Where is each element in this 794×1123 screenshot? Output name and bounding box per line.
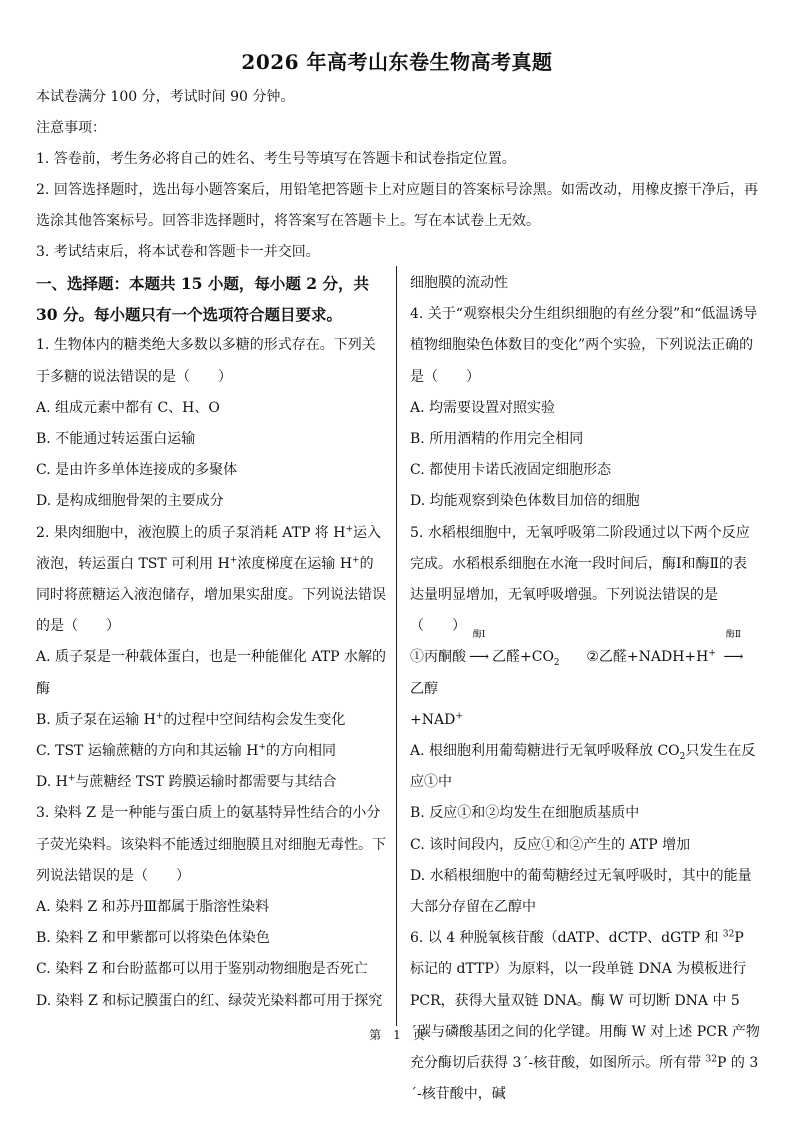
q4-option-c: C. 都使用卡诺氏液固定细胞形态 <box>410 462 612 479</box>
left-column <box>36 268 386 1017</box>
notice-heading: 注意事项： <box>36 120 106 136</box>
q5-option-d: D. 水稻根细胞中的葡萄糖经过无氧呼吸时，其中的能量大部分存留在乙醇中 <box>410 867 752 916</box>
q2-option-c: C. TST 运输蔗糖的方向和其运输 H+的方向相同 <box>36 742 337 760</box>
q3-option-d: D. 染料 Z 和标记膜蛋白的红、绿荧光染料都可用于探究 <box>36 992 383 1009</box>
q5-option-b: B. 反应①和②均发生在细胞质基质中 <box>410 805 640 822</box>
reaction-equations: ①丙酮酸 酶Ⅰ ⟶ 乙醛$+CO_2$ ②乙醛+NADH+H+ 酶Ⅱ ⟶乙醇 +NAD+ <box>410 642 760 736</box>
q1-option-d: D. 是构成细胞骨架的主要成分 <box>36 493 224 510</box>
q3-option-d-continued: 细胞膜的流动性 <box>410 275 508 291</box>
right-column <box>410 268 760 1110</box>
q4-option-d: D. 均能观察到染色体数目加倍的细胞 <box>410 493 640 510</box>
q2-option-b: B. 质子泵在运输 H+的过程中空间结构会发生变化 <box>36 711 346 728</box>
q3-option-a: A. 染料 Z 和苏丹Ⅲ都属于脂溶性染料 <box>36 899 270 916</box>
question-4: 4. 关于“观察根尖分生组织细胞的有丝分裂”和“低温诱导植物细胞染色体数目的变化”两个实验，下列说法正确的是（ ） <box>410 306 758 385</box>
q5-option-c: C. 该时间段内，反应①和②产生的 ATP 增加 <box>410 836 691 853</box>
q1-option-b: B. 不能通过转运蛋白运输 <box>36 431 196 448</box>
notice-item-3: 3. 考试结束后，将本试卷和答题卡一并交回。 <box>36 244 320 260</box>
q2-option-d: D. H+与蔗糖经 TST 跨膜运输时都需要与其结合 <box>36 773 337 791</box>
q5-option-a: A. 根细胞利用葡萄糖进行无氧呼吸释放 $CO_2$只发生在反应①中 <box>410 743 756 791</box>
column-divider <box>396 266 397 1026</box>
question-1: 1. 生物体内的糖类绝大多数以多糖的形式存在。下列关于多糖的说法错误的是（ ） <box>36 337 376 385</box>
q4-option-b: B. 所用酒精的作用完全相同 <box>410 431 584 448</box>
page-title: 2026 年高考山东卷生物高考真题 <box>241 50 553 74</box>
page-number: 第 1 页 <box>369 1028 425 1042</box>
intro-score-line: 本试卷满分 100 分，考试时间 90 分钟。 <box>36 89 295 105</box>
question-2: 2. 果肉细胞中，液泡膜上的质子泵消耗 ATP 将 H+运入液泡，转运蛋白 TST 可利用 H+浓度梯度在运输 H+的同时将蔗糖运入液泡储存，增加果实甜度。下列说法错误的是（ ） <box>36 523 386 635</box>
question-5: 5. 水稻根细胞中，无氧呼吸第二阶段通过以下两个反应完成。水稻根系细胞在水淹一段时间后，酶Ⅰ和酶Ⅱ的表达量明显增加，无氧呼吸增强。下列说法错误的是（ ） <box>410 524 750 635</box>
q1-option-a: A. 组成元素中都有 C、H、O <box>36 399 220 416</box>
q3-option-c: C. 染料 Z 和台盼蓝都可以用于鉴别动物细胞是否死亡 <box>36 961 368 978</box>
notice-item-1: 1. 答卷前，考生务必将自己的姓名、考生号等填写在答题卡和试卷指定位置。 <box>36 151 516 167</box>
q4-option-a: A. 均需要设置对照实验 <box>410 399 556 416</box>
notice-item-2: 2. 回答选择题时，选出每小题答案后，用铅笔把答题卡上对应题目的答案标号涂黑。如需改动，用橡皮擦干净后，再选涂其他答案标号。回答非选择题时，将答案写在答题卡上。写在本试卷上无效。 <box>36 182 758 229</box>
reaction-arrow-2: 酶Ⅱ ⟶ <box>723 630 744 666</box>
section-heading: 一、选择题：本题共 15 小题，每小题 2 分，共 30 分。每小题只有一个选项符合题目要求。 <box>36 274 369 325</box>
question-6: 6. 以 4 种脱氧核苷酸（dATP、dCTP、dGTP 和 $^{32}$P 标记的 dTTP）为原料，以一段单链 DNA 为模板进行 PCR，获得大量双链 DNA。酶 W 可切断 DNA 中 5´碳与磷酸基团之间的化学键。用酶 W 对上述 PCR 产物充分酶切后获得 3´-核苷酸，如图所示。所有带 $^{32}$P 的 3´-核苷酸中，碱 <box>410 929 760 1103</box>
question-3: 3. 染料 Z 是一种能与蛋白质上的氨基特异性结合的小分子荧光染料。该染料不能透过细胞膜且对细胞无毒性。下列说法错误的是（ ） <box>36 805 386 884</box>
reaction-arrow-1: 酶Ⅰ ⟶ <box>468 630 490 666</box>
q1-option-c: C. 是由许多单体连接成的多聚体 <box>36 462 238 479</box>
q3-option-b: B. 染料 Z 和甲紫都可以将染色体染色 <box>36 930 270 947</box>
q2-option-a: A. 质子泵是一种载体蛋白，也是一种能催化 ATP 水解的酶 <box>36 649 387 697</box>
